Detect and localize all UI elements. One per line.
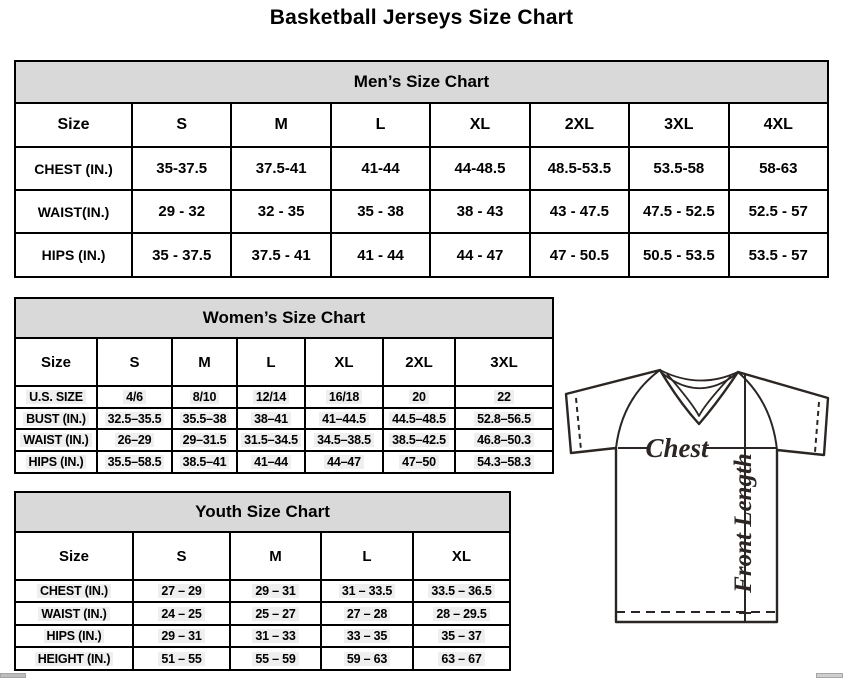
cell: 58-63: [729, 147, 828, 190]
cell: 48.5-53.5: [530, 147, 629, 190]
cell: 51 – 55: [133, 647, 230, 670]
row-label: BUST (IN.): [15, 408, 97, 429]
mens-col-header: 4XL: [729, 103, 828, 147]
cell: 35 - 37.5: [132, 233, 231, 277]
mens-table-title: Men’s Size Chart: [15, 61, 828, 103]
mens-col-header: 2XL: [530, 103, 629, 147]
cell: 50.5 - 53.5: [629, 233, 728, 277]
cell: 27 – 28: [321, 602, 413, 625]
cell: 31.5–34.5: [237, 429, 305, 451]
cell: 35 - 38: [331, 190, 430, 233]
jersey-diagram-svg: [558, 360, 843, 652]
cell: 29 – 31: [230, 580, 321, 602]
mens-col-header: M: [231, 103, 330, 147]
cell: 41-44: [331, 147, 430, 190]
jersey-measurement-diagram: [558, 360, 843, 652]
youth-hips-row: [15, 625, 510, 647]
row-label: WAIST (IN.): [15, 429, 97, 451]
womens-col-header: XL: [305, 338, 383, 386]
youth-col-header: L: [321, 532, 413, 580]
row-label: WAIST (IN.): [15, 602, 133, 625]
womens-size-label: Size: [15, 338, 97, 386]
cell: 38.5–42.5: [383, 429, 455, 451]
cell: 38–41: [237, 408, 305, 429]
youth-size-label: Size: [15, 532, 133, 580]
mens-col-header: L: [331, 103, 430, 147]
mens-chest-row: [15, 147, 828, 190]
cell: 38.5–41: [172, 451, 237, 473]
cell: 37.5-41: [231, 147, 330, 190]
cell: 28 – 29.5: [413, 602, 510, 625]
chest-label: Chest: [645, 433, 709, 463]
mens-hips-row: [15, 233, 828, 277]
cell: 47–50: [383, 451, 455, 473]
cell: 31 – 33: [230, 625, 321, 647]
cell: 47 - 50.5: [530, 233, 629, 277]
womens-waist-row: [15, 429, 553, 451]
cell: 24 – 25: [133, 602, 230, 625]
row-label: CHEST (IN.): [15, 147, 132, 190]
youth-height-row: [15, 647, 510, 670]
cell: 35.5–58.5: [97, 451, 172, 473]
cell: 43 - 47.5: [530, 190, 629, 233]
youth-col-header: S: [133, 532, 230, 580]
cell: 20: [383, 386, 455, 408]
horizontal-scrollbar-fragment-right[interactable]: [816, 673, 843, 678]
womens-col-header: 2XL: [383, 338, 455, 386]
horizontal-scrollbar-fragment-left[interactable]: [0, 673, 26, 678]
cell: 52.5 - 57: [729, 190, 828, 233]
row-label: HIPS (IN.): [15, 233, 132, 277]
youth-chest-row: [15, 580, 510, 602]
cell: 22: [455, 386, 553, 408]
page-title: Basketball Jerseys Size Chart: [269, 6, 574, 29]
cell: 4/6: [97, 386, 172, 408]
mens-size-chart: [14, 60, 829, 276]
cell: 41–44.5: [305, 408, 383, 429]
womens-col-header: S: [97, 338, 172, 386]
womens-size-chart: [14, 297, 554, 472]
jersey-outline: [566, 370, 828, 622]
cell: 44–47: [305, 451, 383, 473]
youth-waist-row: [15, 602, 510, 625]
youth-table-title: Youth Size Chart: [15, 492, 510, 532]
cell: 27 – 29: [133, 580, 230, 602]
mens-col-header: S: [132, 103, 231, 147]
cell: 44 - 47: [430, 233, 529, 277]
cell: 59 – 63: [321, 647, 413, 670]
cell: 41 - 44: [331, 233, 430, 277]
womens-col-header: 3XL: [455, 338, 553, 386]
cell: 37.5 - 41: [231, 233, 330, 277]
cell: 35.5–38: [172, 408, 237, 429]
cell: 44.5–48.5: [383, 408, 455, 429]
cell: 29–31.5: [172, 429, 237, 451]
cell: 53.5-58: [629, 147, 728, 190]
cell: 38 - 43: [430, 190, 529, 233]
youth-size-table: [14, 491, 511, 671]
row-label: CHEST (IN.): [15, 580, 133, 602]
cell: 55 – 59: [230, 647, 321, 670]
youth-col-header: M: [230, 532, 321, 580]
cell: 35-37.5: [132, 147, 231, 190]
mens-col-header: 3XL: [629, 103, 728, 147]
cell: 25 – 27: [230, 602, 321, 625]
youth-col-header: XL: [413, 532, 510, 580]
mens-col-header: XL: [430, 103, 529, 147]
cell: 33.5 – 36.5: [413, 580, 510, 602]
cell: 53.5 - 57: [729, 233, 828, 277]
cell: 47.5 - 52.5: [629, 190, 728, 233]
cell: 44-48.5: [430, 147, 529, 190]
cell: 54.3–58.3: [455, 451, 553, 473]
cell: 26–29: [97, 429, 172, 451]
row-label: HEIGHT (IN.): [15, 647, 133, 670]
cell: 16/18: [305, 386, 383, 408]
mens-waist-row: [15, 190, 828, 233]
youth-size-chart: [14, 491, 511, 668]
womens-size-table: [14, 297, 554, 474]
cell: 32 - 35: [231, 190, 330, 233]
cell: 31 – 33.5: [321, 580, 413, 602]
cell: 8/10: [172, 386, 237, 408]
row-label: U.S. SIZE: [15, 386, 97, 408]
cell: 29 – 31: [133, 625, 230, 647]
womens-table-title: Women’s Size Chart: [15, 298, 553, 338]
womens-col-header: L: [237, 338, 305, 386]
cell: 33 – 35: [321, 625, 413, 647]
cell: 35 – 37: [413, 625, 510, 647]
cell: 46.8–50.3: [455, 429, 553, 451]
womens-col-header: M: [172, 338, 237, 386]
cell: 63 – 67: [413, 647, 510, 670]
womens-hips-row: [15, 451, 553, 473]
row-label: WAIST(IN.): [15, 190, 132, 233]
cell: 52.8–56.5: [455, 408, 553, 429]
cell: 12/14: [237, 386, 305, 408]
front-length-label: Front Length: [730, 453, 757, 593]
womens-ussize-row: [15, 386, 553, 408]
row-label: HIPS (IN.): [15, 625, 133, 647]
cell: 34.5–38.5: [305, 429, 383, 451]
cell: 32.5–35.5: [97, 408, 172, 429]
womens-bust-row: [15, 408, 553, 429]
mens-size-label: Size: [15, 103, 132, 147]
cell: 29 - 32: [132, 190, 231, 233]
cell: 41–44: [237, 451, 305, 473]
row-label: HIPS (IN.): [15, 451, 97, 473]
mens-size-table: [14, 60, 829, 278]
